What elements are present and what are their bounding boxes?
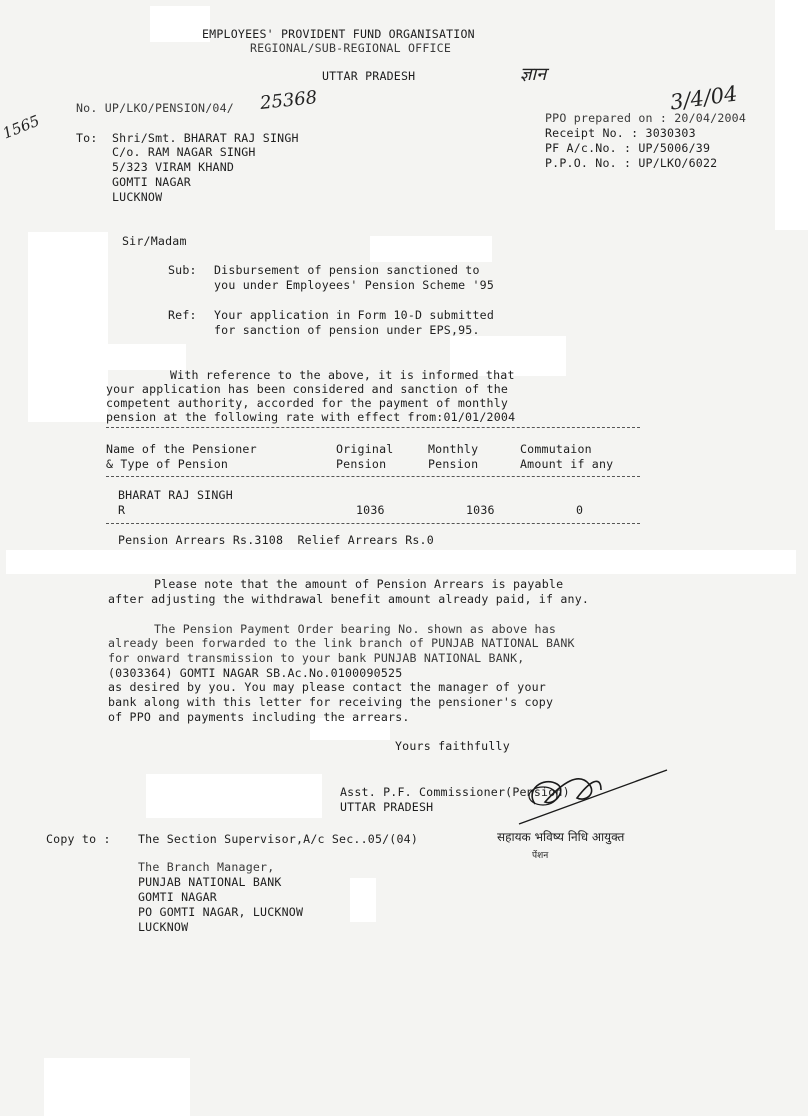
note-line-1: Please note that the amount of Pension Arrears is payable [154,577,564,591]
table-bottom-rule [106,523,640,524]
handwritten-reference-number: 25368 [259,87,319,114]
reference-number-label: No. UP/LKO/PENSION/04/ [76,101,234,115]
header-monthly: Monthly [428,442,479,456]
arrears-line: Pension Arrears Rs.3108 Relief Arrears Rs.0 [118,533,434,547]
row-monthly-pension: 1036 [466,503,495,517]
hindi-stamp: सहायक भविष्य निधि आयुक्त [497,830,625,844]
table-top-rule [106,427,640,428]
handwritten-note-top: ज्ञान [520,64,547,85]
header-monthly-2: Pension [428,457,479,471]
subject-line-1: Disbursement of pension sanctioned to [214,263,480,277]
ppo-para-line-2: already been forwarded to the link branch of PUNJAB NATIONAL BANK [108,636,575,650]
header-original: Original [336,442,394,456]
row-commutation: 0 [576,503,584,517]
addressee-name: Shri/Smt. BHARAT RAJ SINGH [112,131,299,145]
pf-account-number: PF A/c.No. : UP/5006/39 [545,141,711,155]
blank-patch [6,550,796,574]
header-type: & Type of Pension [106,457,229,471]
subject-line-2: you under Employees' Pension Scheme '95 [214,278,495,292]
handwritten-margin-note: 1565 [0,111,43,143]
blank-patch [92,344,186,370]
org-name: EMPLOYEES' PROVIDENT FUND ORGANISATION [202,27,475,41]
row-pensioner-name: BHARAT RAJ SINGH [118,488,233,502]
ppo-para-line-3: for onward transmission to your bank PUNJAB NATIONAL BANK, [108,651,525,665]
table-header-rule [106,476,640,477]
office-name: REGIONAL/SUB-REGIONAL OFFICE [250,41,452,55]
body-line-2: your application has been considered and sanction of the [106,382,509,396]
ref-line-1: Your application in Form 10-D submitted [214,308,495,322]
header-commutation-2: Amount if any [520,457,614,471]
bank-address-line-3: GOMTI NAGAR [138,890,217,904]
body-line-1: With reference to the above, it is informed that [170,368,515,382]
state-name: UTTAR PRADESH [322,69,416,83]
receipt-number: Receipt No. : 3030303 [545,126,696,140]
signatory-title: Asst. P.F. Commissioner(Pension) [340,785,570,799]
blank-patch [775,0,808,230]
copy-to-label: Copy to : [46,832,111,846]
blank-patch [146,774,322,818]
signatory-state: UTTAR PRADESH [340,800,434,814]
bank-address-line-4: PO GOMTI NAGAR, LUCKNOW [138,905,304,919]
addressee-street: 5/323 VIRAM KHAND [112,160,235,174]
to-label: To: [76,131,98,145]
row-pension-type: R [118,503,126,517]
ppo-para-line-6: bank along with this letter for receiving the pensioner's copy [108,695,554,709]
body-line-4: pension at the following rate with effect from:01/01/2004 [106,410,516,424]
blank-patch [44,1058,190,1116]
addressee-city: LUCKNOW [112,190,163,204]
ref-line-2: for sanction of pension under EPS,95. [214,323,480,337]
row-original-pension: 1036 [356,503,385,517]
bank-address-line-1: The Branch Manager, [138,860,275,874]
ref-label: Ref: [168,308,197,322]
subject-label: Sub: [168,263,197,277]
header-name: Name of the Pensioner [106,442,257,456]
ppo-para-line-7: of PPO and payments including the arrears. [108,710,410,724]
blank-patch [350,878,376,922]
ppo-prepared-date: PPO prepared on : 20/04/2004 [545,111,747,125]
signature [505,762,680,832]
ppo-number: P.P.O. No. : UP/LKO/6022 [545,156,718,170]
closing: Yours faithfully [395,739,510,753]
salutation: Sir/Madam [122,234,187,248]
bank-address-line-5: LUCKNOW [138,920,189,934]
note-line-2: after adjusting the withdrawal benefit amount already paid, if any. [108,592,590,606]
hindi-stamp-small: पेंशन [532,851,549,861]
header-original-2: Pension [336,457,387,471]
addressee-area: GOMTI NAGAR [112,175,191,189]
handwritten-date: 3/4/04 [668,81,739,115]
header-commutation: Commutaion [520,442,592,456]
body-line-3: competent authority, accorded for the payment of monthly [106,396,509,410]
copy-to-line-1: The Section Supervisor,A/c Sec..05/(04) [138,832,419,846]
bank-address-line-2: PUNJAB NATIONAL BANK [138,875,282,889]
ppo-para-line-5: as desired by you. You may please contact the manager of your [108,680,546,694]
blank-patch [28,232,108,422]
ppo-para-line-4: (0303364) GOMTI NAGAR SB.Ac.No.0100090525 [108,666,403,680]
ppo-para-line-1: The Pension Payment Order bearing No. shown as above has [154,622,557,636]
blank-patch [150,6,210,42]
addressee-careof: C/o. RAM NAGAR SINGH [112,145,256,159]
blank-patch [370,236,492,262]
